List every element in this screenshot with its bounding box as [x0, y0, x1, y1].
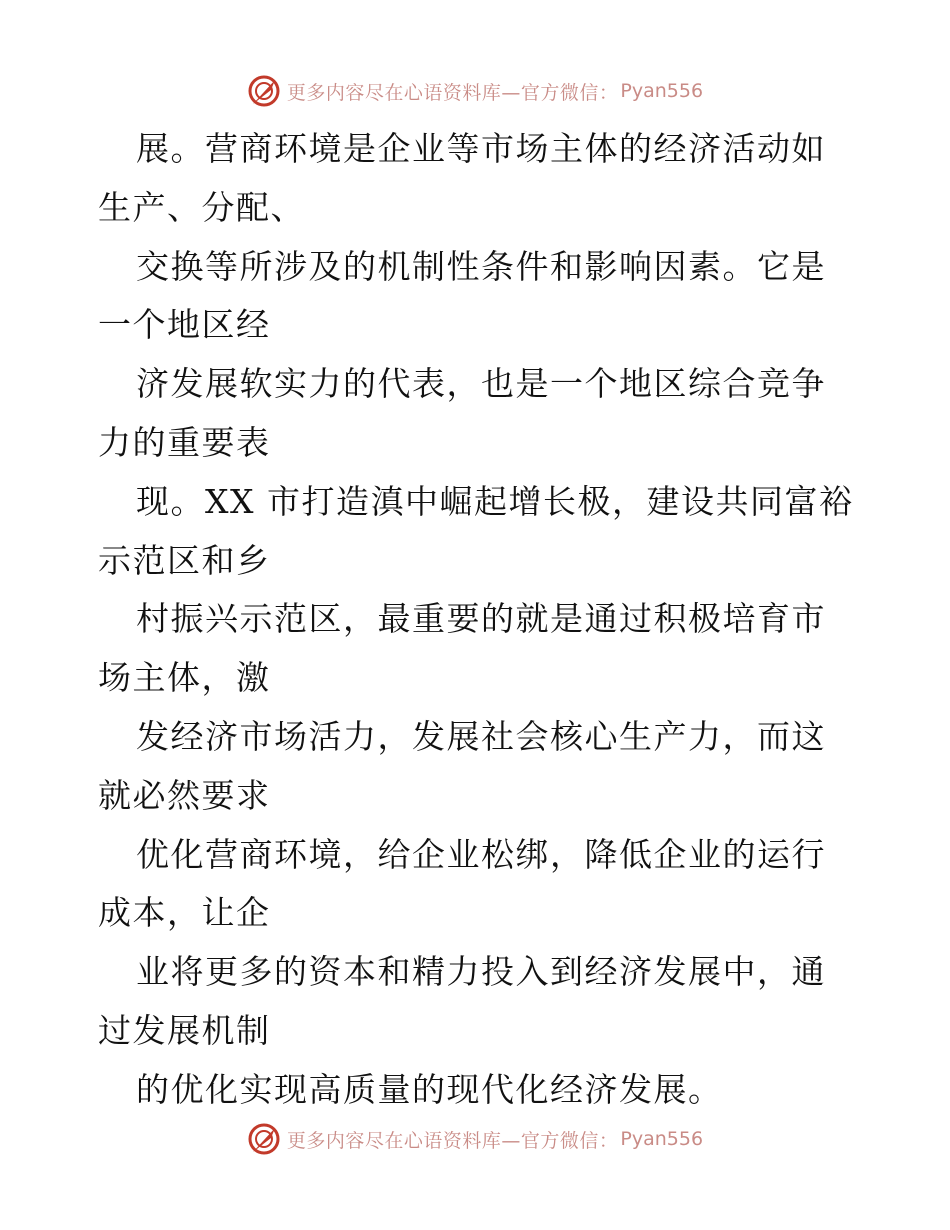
- paragraph: 的优化实现高质量的现代化经济发展。: [136, 1069, 723, 1109]
- footer-banner-text: 更多内容尽在心语资料库—官方微信：: [286, 1129, 619, 1152]
- paragraph: 村振兴示范区，最重要的就是通过积极培育市场主体，激: [98, 599, 826, 698]
- paragraph: 现。XX 市打造滇中崛起增长极，建设共同富裕示范区和乡: [98, 481, 854, 580]
- paragraph: 业将更多的资本和精力投入到经济发展中，通过发展机制: [98, 952, 826, 1050]
- body-text: [98, 120, 858, 1120]
- header-banner-id: Pyan556: [620, 80, 704, 102]
- paragraph: 济发展软实力的代表，也是一个地区综合竞争力的重要表: [98, 364, 826, 462]
- paragraph: 发经济市场活力，发展社会核心生产力，而这就必然要求: [98, 716, 826, 815]
- header-banner-text: 更多内容尽在心语资料库—官方微信：: [286, 81, 619, 104]
- paragraph: 交换等所涉及的机制性条件和影响因素。它是一个地区经: [98, 246, 826, 345]
- paragraph: 优化营商环境，给企业松绑，降低企业的运行成本，让企: [98, 834, 826, 933]
- paragraph: 展。营商环境是企业等市场主体的经济活动如生产、分配、: [98, 129, 826, 227]
- quill-logo-icon: [247, 74, 281, 108]
- quill-logo-icon: [247, 1122, 281, 1156]
- header-banner: [0, 71, 950, 111]
- footer-banner: [0, 1119, 950, 1159]
- footer-banner-id: Pyan556: [620, 1128, 704, 1150]
